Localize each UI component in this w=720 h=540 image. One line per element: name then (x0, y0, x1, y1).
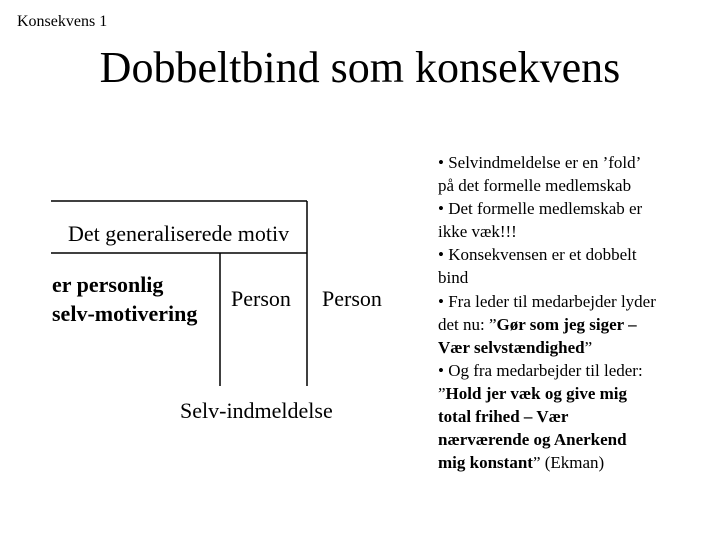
notes-text-block (438, 151, 718, 474)
notes-bold-text: Vær selvstændighed (438, 337, 585, 357)
notes-bold-text: nærværende og Anerkend (438, 430, 627, 450)
notes-line: på det formelle medlemskab (438, 176, 632, 196)
notes-text: ” (584, 337, 593, 357)
left-label-line1: er personlig (52, 272, 164, 297)
personal-self-motivation-label (52, 270, 197, 328)
notes-line (438, 336, 718, 359)
person-left-label: Person (231, 286, 291, 311)
notes-text: ” (438, 383, 446, 403)
header-label: Konsekvens 1 (17, 13, 108, 30)
notes-line (438, 451, 718, 474)
notes-line (438, 405, 718, 428)
notes-line (438, 428, 718, 451)
notes-bold-text: mig konstant (438, 453, 533, 473)
page-title: Dobbeltbind som konsekvens (99, 43, 621, 92)
notes-line: • Fra leder til medarbejder lyder (438, 291, 656, 311)
notes-line (438, 313, 718, 336)
notes-line: • Konsekvensen er et dobbelt (438, 245, 637, 265)
notes-line: • Og fra medarbejder til leder: (438, 360, 643, 380)
person-right-label: Person (322, 286, 382, 311)
left-label-line2: selv-motivering (52, 301, 198, 326)
notes-text: ” (Ekman) (532, 453, 605, 473)
notes-text: det nu: ” (438, 314, 497, 334)
notes-line: bind (438, 268, 469, 288)
notes-bold-text: Hold jer væk og give mig (445, 383, 628, 403)
self-enrollment-label: Selv-indmeldelse (180, 398, 333, 423)
notes-line: • Selvindmeldelse er en ’fold’ (438, 153, 642, 172)
notes-line (438, 382, 718, 405)
notes-line: ikke væk!!! (438, 222, 517, 242)
notes-bold-text: total frihed – Vær (438, 407, 569, 427)
notes-bold-text: Gør som jeg siger – (496, 314, 637, 334)
notes-line: • Det formelle medlemskab er (438, 199, 643, 219)
generalized-motive-label: Det generaliserede motiv (68, 221, 290, 246)
